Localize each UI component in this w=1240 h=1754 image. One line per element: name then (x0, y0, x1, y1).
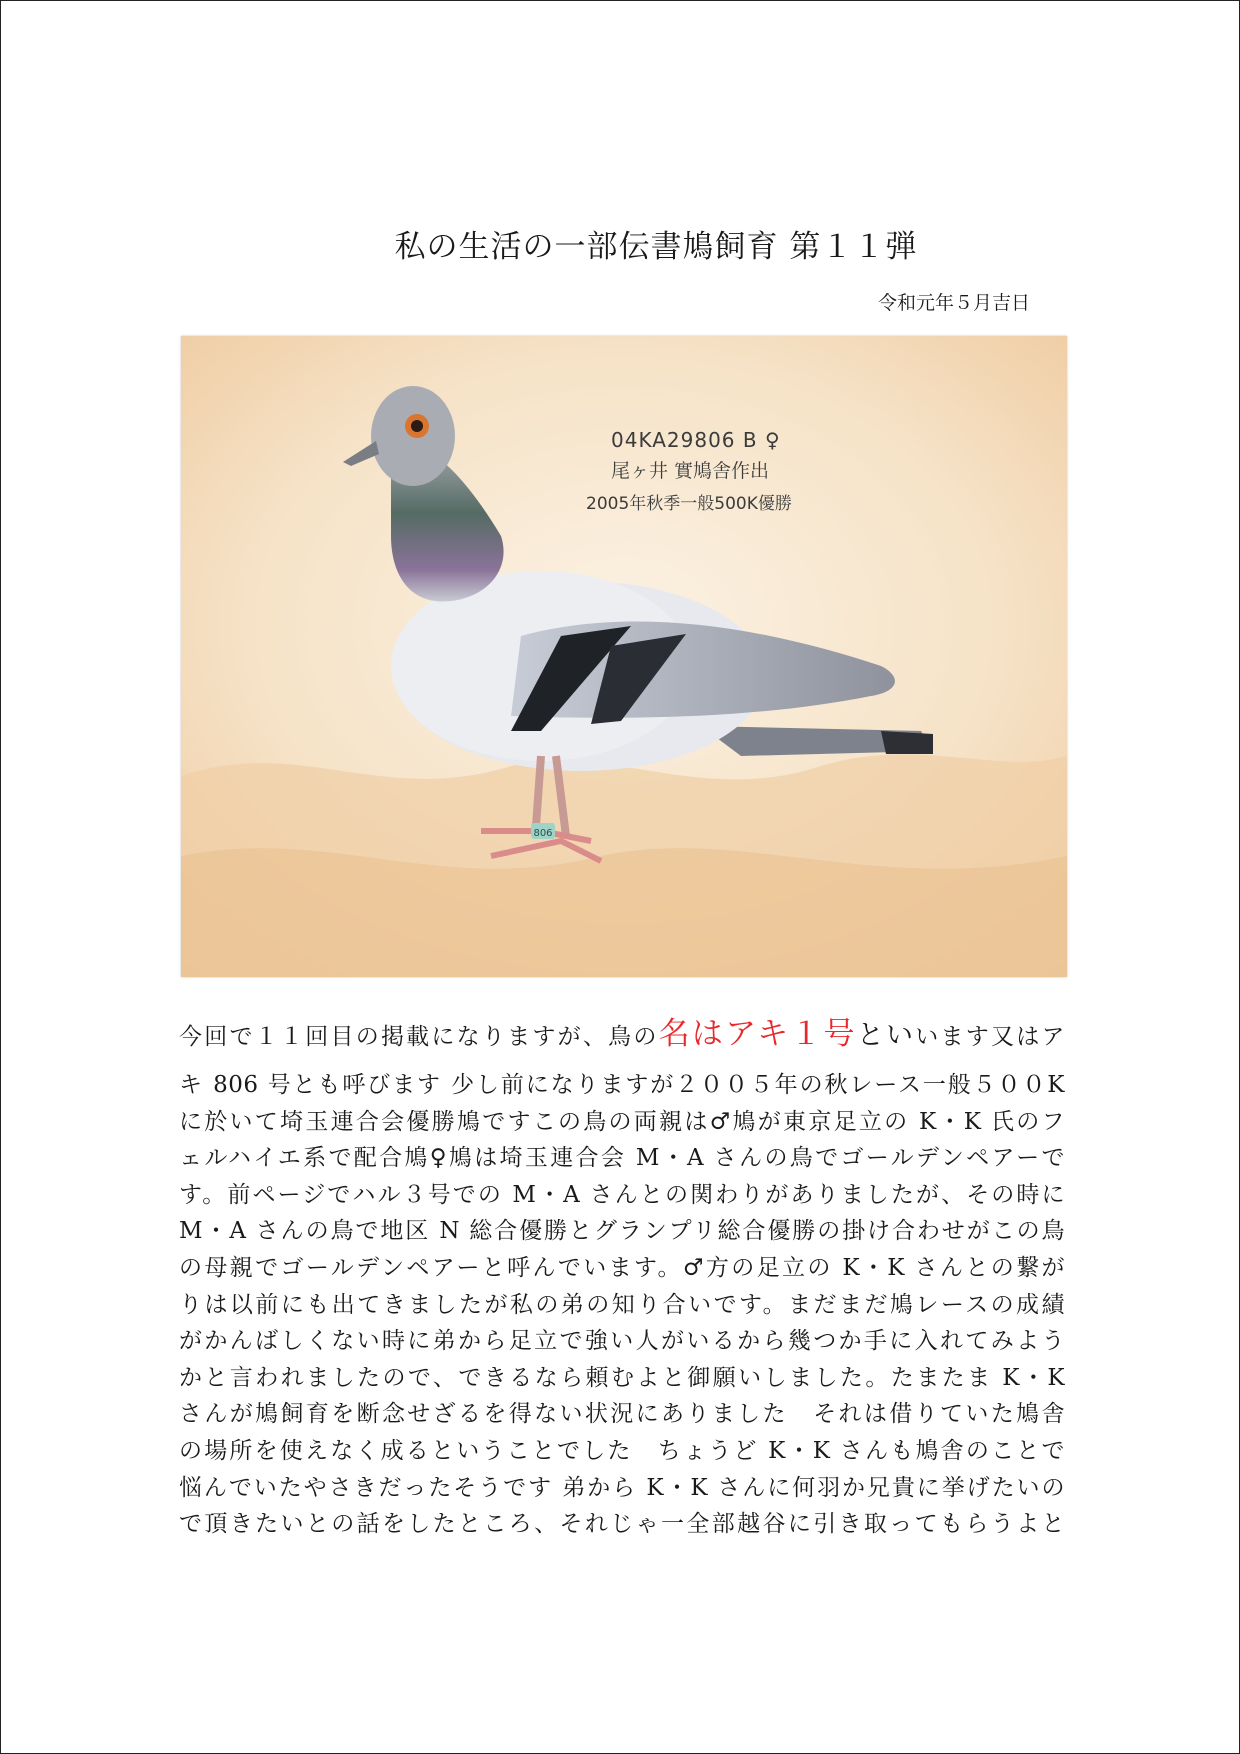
article-text: とい (856, 1020, 916, 1051)
article-line: 悩んでいたやさきだったそうです 弟から K・K さんに何羽か兄貴に挙げたいの (179, 1474, 1065, 1501)
article-body (179, 1012, 1065, 1543)
article-text: 今回で１１回目の掲載になりますが、鳥の (179, 1024, 659, 1050)
article-line: キ 806 号とも呼びます 少し前になりますが２００５年の秋レース一般５００K (179, 1072, 1065, 1098)
caption-band-id: 04KA29806 B ♀ (611, 428, 781, 452)
caption-achievement: 2005年秋季一般500K優勝 (586, 494, 792, 514)
leg-band-number: 806 (533, 828, 553, 839)
article-line: がかんばしくない時に弟から足立で強い人がいるから幾つか手に入れてみよう (179, 1328, 1066, 1355)
article-line: で頂きたいとの話をしたところ、それじゃ一全部越谷に引き取ってもらうよと (179, 1511, 1066, 1538)
pigeon-photo (181, 336, 1067, 977)
article-line: の場所を使えなく成るということでした ちょうど K・K さんも鳩舎のことで (179, 1437, 1065, 1464)
article-line: に於いて埼玉連合会優勝鳩ですこの鳥の両親は♂鳩が東京足立の K・K 氏のフ (179, 1108, 1065, 1135)
article-line: ェルハイエ系で配合鳩♀鳩は埼玉連合会 M・A さんの鳥でゴールデンペアーで (179, 1145, 1065, 1172)
page-title: 私の生活の一部伝書鳩飼育 第１１弾 (394, 229, 918, 265)
article-line: かと言われましたので、できるなら頼むよと御願いしました。たまたま K・K (179, 1364, 1065, 1391)
document-date: 令和元年５月吉日 (877, 292, 1030, 314)
article-line: M・A さんの鳥で地区 N 総合優勝とグランプリ総合優勝の掛け合わせがこの鳥 (179, 1218, 1065, 1245)
caption-breeder: 尾ヶ井 實鳩舎作出 (611, 460, 770, 482)
article-line: す。前ページでハル３号での M・A さんとの関わりがありましたが、その時に (179, 1181, 1065, 1208)
photo-caption (586, 428, 846, 514)
article-first-line (179, 1012, 1065, 1067)
article-text: います又はア (915, 1024, 1066, 1050)
article-line: さんが鳩飼育を断念せざるを得ない状況にありました それは借りていた鳩舎 (179, 1401, 1065, 1428)
article-line: の母親でゴールデンペアーと呼んでいます。♂方の足立の K・K さんとの繋が (179, 1254, 1065, 1281)
article-line: りは以前にも出てきましたが私の弟の知り合いです。まだまだ鳩レースの成績 (179, 1291, 1065, 1318)
highlighted-name: 名はアキ１号 (658, 1016, 857, 1052)
